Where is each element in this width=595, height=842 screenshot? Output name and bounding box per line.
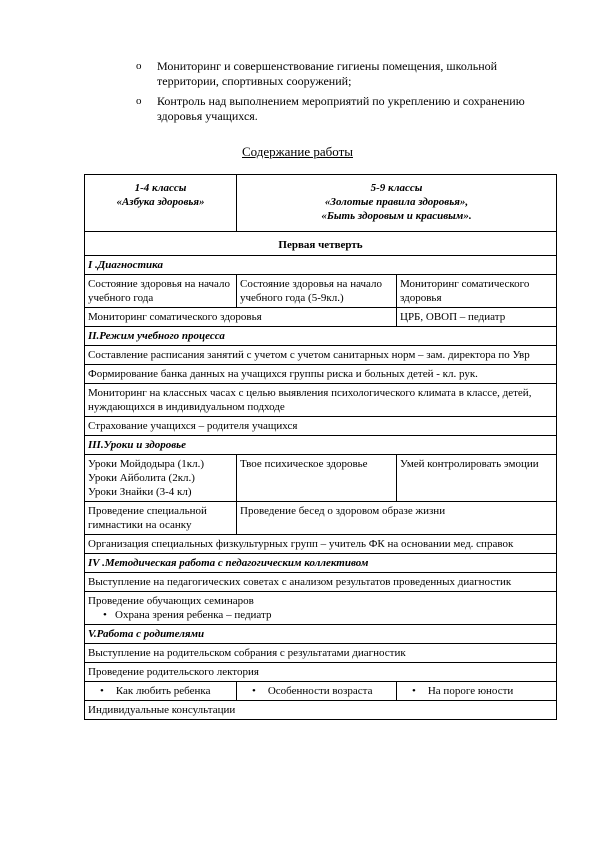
bullet-dot: • <box>412 685 416 697</box>
table-row <box>85 308 557 327</box>
sub-bullet-item <box>88 608 553 622</box>
program-label: «Золотые правила здоровья», <box>324 196 469 208</box>
table-header-row <box>85 175 557 232</box>
work-plan-table <box>84 174 557 720</box>
section-methodical: IV .Методическая работа с педагогическим коллективом <box>85 554 557 573</box>
cell-text: Проведение обучающих семинаров <box>88 595 254 607</box>
table-cell: Состояние здоровья на начало учебного года (5-9кл.) <box>237 275 397 308</box>
grade-header-1-4 <box>85 175 237 232</box>
table-row <box>85 275 557 308</box>
table-cell <box>85 592 557 625</box>
table-row <box>85 455 557 502</box>
lesson-item: Уроки Знайки (3-4 кл) <box>88 486 192 498</box>
bullet-dot: • <box>103 609 107 621</box>
lesson-item: Уроки Айболита (2кл.) <box>88 472 195 484</box>
quarter-header: Первая четверть <box>85 232 557 256</box>
bullet-dot: • <box>100 685 104 697</box>
cell-text: Как любить ребенка <box>115 685 211 697</box>
table-cell <box>85 455 237 502</box>
program-label: «Азбука здоровья» <box>116 196 205 208</box>
section-heading: Содержание работы <box>242 144 353 159</box>
table-cell: Состояние здоровья на начало учебного года <box>85 275 237 308</box>
section-lessons: III.Уроки и здоровье <box>85 436 557 455</box>
grade-label: 5-9 классы <box>370 182 423 194</box>
table-cell: Мониторинг соматического здоровья <box>85 308 397 327</box>
bullet-item <box>136 59 556 89</box>
bullet-dot: • <box>252 685 256 697</box>
cell-text: На пороге юности <box>427 685 514 697</box>
bullet-marker: o <box>136 95 142 107</box>
section-parents: V.Работа с родителями <box>85 625 557 644</box>
lesson-item: Уроки Мойдодыра (1кл.) <box>88 458 205 470</box>
table-cell: Проведение бесед о здоровом образе жизни <box>237 502 557 535</box>
cell-text: Охрана зрения ребенка – педиатр <box>115 609 272 621</box>
section-diagnostics: I .Диагностика <box>85 256 557 275</box>
table-cell <box>85 682 237 701</box>
table-cell: Составление расписания занятий с учетом с учетом санитарных норм – зам. директора по Увр <box>85 346 557 365</box>
program-label: «Быть здоровым и красивым». <box>321 210 472 222</box>
cell-text: Особенности возраста <box>267 685 373 697</box>
table-cell: Страхование учащихся – родителя учащихся <box>85 417 557 436</box>
table-cell: Формирование банка данных на учащихся группы риска и больных детей - кл. рук. <box>85 365 557 384</box>
table-cell <box>397 682 557 701</box>
table-row <box>85 682 557 701</box>
table-cell: ЦРБ, ОВОП – педиатр <box>397 308 557 327</box>
table-cell: Проведение родительского лектория <box>85 663 557 682</box>
table-cell: Твое психическое здоровье <box>237 455 397 502</box>
table-cell: Умей контролировать эмоции <box>397 455 557 502</box>
table-cell: Мониторинг соматического здоровья <box>397 275 557 308</box>
table-cell: Индивидуальные консультации <box>85 701 557 720</box>
bullet-list <box>136 59 556 129</box>
table-cell: Выступление на педагогических советах с анализом результатов проведенных диагностик <box>85 573 557 592</box>
table-cell: Мониторинг на классных часах с целью выявления психологического климата в классе, детей, нуждающихся в индивидуальном подходе <box>85 384 557 417</box>
table-cell <box>237 682 397 701</box>
table-cell: Организация специальных физкультурных групп – учитель ФК на основании мед. справок <box>85 535 557 554</box>
section-schedule: II.Режим учебного процесса <box>85 327 557 346</box>
grade-label: 1-4 классы <box>134 182 187 194</box>
bullet-marker: o <box>136 60 142 72</box>
grade-header-5-9 <box>237 175 557 232</box>
bullet-text: Мониторинг и совершенствование гигиены помещения, школьной территории, спортивных сооружений; <box>157 59 498 88</box>
table-cell: Проведение специальной гимнастики на осанку <box>85 502 237 535</box>
table-cell: Выступление на родительском собрания с результатами диагностик <box>85 644 557 663</box>
bullet-text: Контроль над выполнением мероприятий по укреплению и сохранению здоровья учащихся. <box>157 94 525 123</box>
bullet-item <box>136 94 556 124</box>
table-row <box>85 502 557 535</box>
